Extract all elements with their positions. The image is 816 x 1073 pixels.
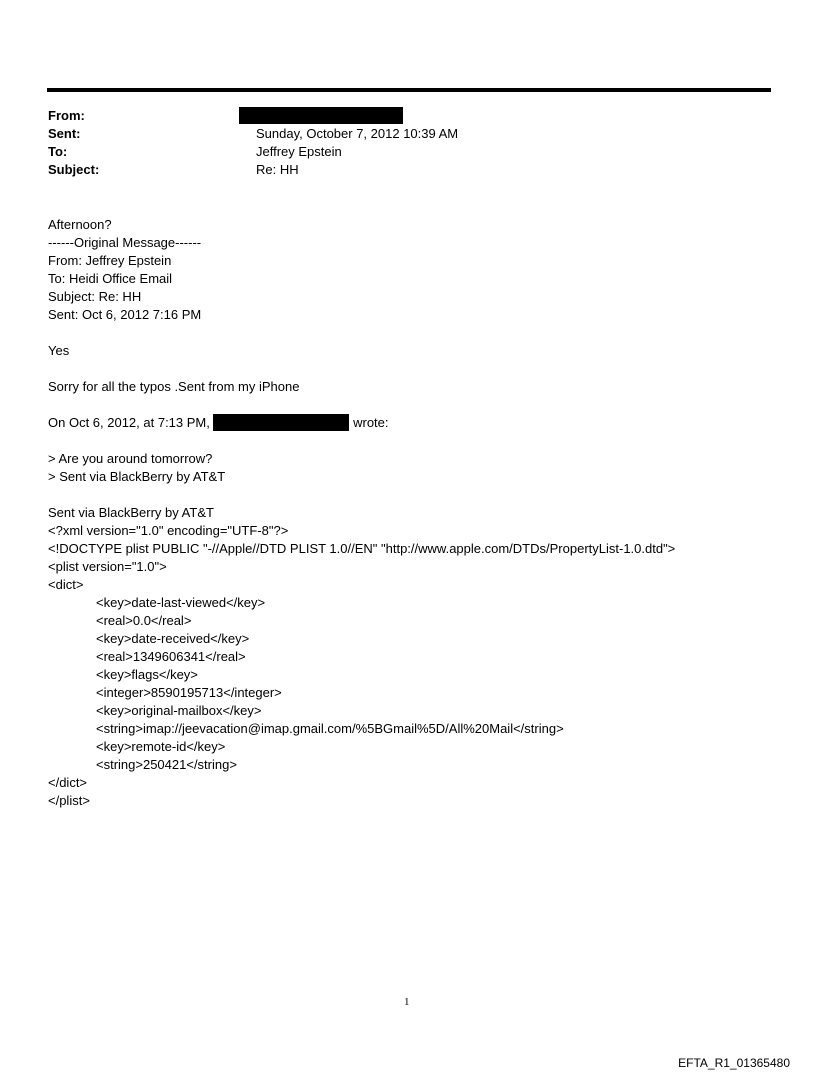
body-line: <dict> xyxy=(48,577,84,592)
to-value: Jeffrey Epstein xyxy=(256,144,342,159)
plist-line: <key>remote-id</key> xyxy=(96,739,226,754)
email-body xyxy=(48,216,788,810)
plist-line: <key>original-mailbox</key> xyxy=(96,703,262,718)
body-line: Yes xyxy=(48,343,70,358)
body-line xyxy=(48,414,788,432)
body-line: Subject: Re: HH xyxy=(48,289,142,304)
page-divider xyxy=(47,88,771,92)
plist-line: <string>250421</string> xyxy=(96,757,237,772)
document-id: EFTA_R1_01365480 xyxy=(678,1056,790,1070)
plist-line: <real>1349606341</real> xyxy=(96,649,246,664)
body-line: > Are you around tomorrow? xyxy=(48,451,213,466)
body-line: <!DOCTYPE plist PUBLIC "-//Apple//DTD PLIST 1.0//EN" "http://www.apple.com/DTDs/PropertyList-1.0.dtd"> xyxy=(48,541,676,556)
body-line: Afternoon? xyxy=(48,217,112,232)
body-line: Sorry for all the typos .Sent from my iPhone xyxy=(48,379,300,394)
subject-value: Re: HH xyxy=(256,162,299,177)
subject-label: Subject: xyxy=(48,162,100,177)
plist-line: <key>date-received</key> xyxy=(96,631,250,646)
body-line: Sent: Oct 6, 2012 7:16 PM xyxy=(48,307,202,322)
body-line: > Sent via BlackBerry by AT&T xyxy=(48,469,226,484)
redacted-sender xyxy=(213,414,349,431)
page-number: 1 xyxy=(404,996,410,1008)
from-label: From: xyxy=(48,108,85,123)
plist-line: <real>0.0</real> xyxy=(96,613,192,628)
plist-line: <string>imap://jeevacation@imap.gmail.com/%5BGmail%5D/All%20Mail</string> xyxy=(96,721,564,736)
body-line: Sent via BlackBerry by AT&T xyxy=(48,505,214,520)
body-line: ------Original Message------ xyxy=(48,235,202,250)
plist-line: <integer>8590195713</integer> xyxy=(96,685,282,700)
sent-label: Sent: xyxy=(48,126,81,141)
body-line: <plist version="1.0"> xyxy=(48,559,167,574)
redacted-from xyxy=(239,107,403,124)
to-label: To: xyxy=(48,144,68,159)
body-line: To: Heidi Office Email xyxy=(48,271,173,286)
body-line: <?xml version="1.0" encoding="UTF-8"?> xyxy=(48,523,289,538)
sent-value: Sunday, October 7, 2012 10:39 AM xyxy=(256,126,459,141)
body-line: </plist> xyxy=(48,793,90,808)
body-line: </dict> xyxy=(48,775,88,790)
quote-wrote: wrote: xyxy=(349,415,389,430)
quote-intro: On Oct 6, 2012, at 7:13 PM, xyxy=(48,415,214,430)
plist-line: <key>flags</key> xyxy=(96,667,198,682)
plist-line: <key>date-last-viewed</key> xyxy=(96,595,266,610)
body-line: From: Jeffrey Epstein xyxy=(48,253,172,268)
